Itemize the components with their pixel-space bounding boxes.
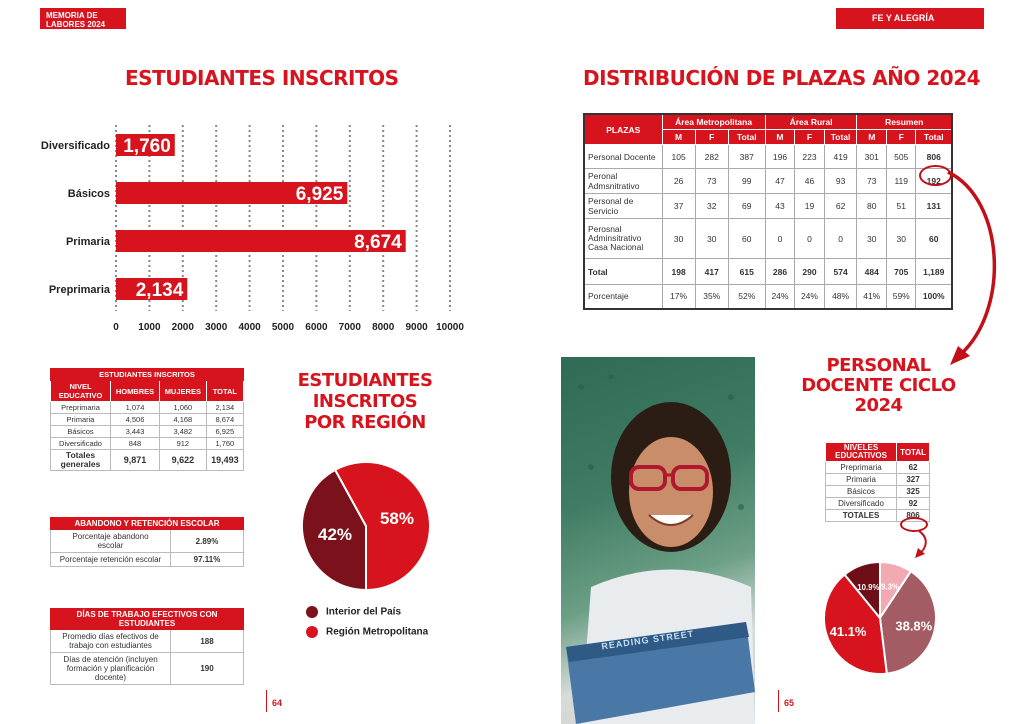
x-tick-label: 8000 <box>372 322 395 333</box>
table-niveles-educativos <box>825 442 930 522</box>
table-cell: 51 <box>886 194 916 219</box>
col-niveles: NIVELES EDUCATIVOS <box>826 443 897 462</box>
promedio-dias-label: Promedio días efectivos de trabajo con estudiantes <box>51 630 171 653</box>
table-cell: Diversificado <box>51 438 111 450</box>
table-cell: Primaria <box>826 474 897 486</box>
abandono-label: Porcentaje abandono escolar <box>51 530 171 553</box>
table-cell: 131 <box>916 194 952 219</box>
table-row <box>51 426 244 438</box>
y-category-label: Primaria <box>65 236 110 248</box>
x-tick-label: 0 <box>113 322 119 333</box>
table-cell: 574 <box>824 259 857 285</box>
retencion-label: Porcentaje retención escolar <box>51 553 171 567</box>
table-cell: 41% <box>857 285 887 309</box>
dias-atencion-label: Días de atención (incluyen formación y planificación docente) <box>51 653 171 685</box>
table-cell: 912 <box>159 438 206 450</box>
table-cell: 4,168 <box>159 414 206 426</box>
x-tick-label: 10000 <box>436 322 464 333</box>
plazas-subheader: M <box>662 130 695 145</box>
x-tick-label: 4000 <box>238 322 261 333</box>
plazas-subheader: F <box>695 130 728 145</box>
table-row <box>584 194 952 219</box>
table-cell: 69 <box>728 194 765 219</box>
group-resumen: Resumen <box>857 114 952 130</box>
table-cell: 8,674 <box>206 414 243 426</box>
table-cell: 59% <box>886 285 916 309</box>
pie-chart-region <box>300 460 432 592</box>
table-cell: 0 <box>795 219 825 259</box>
legend-item-interior <box>306 606 428 618</box>
page-number-left: 64 <box>272 698 283 708</box>
group-rural: Área Rural <box>765 114 857 130</box>
plazas-subheader: M <box>857 130 887 145</box>
table-cell: 48% <box>824 285 857 309</box>
table-cell: 3,482 <box>159 426 206 438</box>
table-cell: 4,506 <box>111 414 160 426</box>
table-cell: 73 <box>857 169 887 194</box>
table-cell: 43 <box>765 194 795 219</box>
table-estudiantes-inscritos <box>50 368 244 471</box>
table-cell: 30 <box>857 219 887 259</box>
table-cell: 6,925 <box>206 426 243 438</box>
x-tick-label: 6000 <box>305 322 328 333</box>
legend-label-interior: Interior del País <box>326 606 402 618</box>
table-cell: 198 <box>662 259 695 285</box>
table-cell: 286 <box>765 259 795 285</box>
table-cell: 327 <box>897 474 930 486</box>
region-pie-title <box>270 370 460 433</box>
pie-slice-label: 41.1% <box>829 624 867 640</box>
table-cell: 100% <box>916 285 952 309</box>
left-page-title: ESTUDIANTES INSCRITOS <box>125 66 399 90</box>
table-cell: 290 <box>795 259 825 285</box>
x-tick-label: 3000 <box>205 322 228 333</box>
table-cell: 806 <box>916 145 952 169</box>
pie-slice-label: 38.8% <box>895 618 933 634</box>
niveles-totales-label: TOTALES <box>826 510 897 522</box>
table-cell: 615 <box>728 259 765 285</box>
totales-hombres: 9,871 <box>111 450 160 471</box>
table-cell: 30 <box>886 219 916 259</box>
table-row <box>584 285 952 309</box>
table-cell: 223 <box>795 145 825 169</box>
table-cell: 93 <box>824 169 857 194</box>
book-text: READING STREET <box>600 628 695 652</box>
totales-mujeres: 9,622 <box>159 450 206 471</box>
bar-value-label: 1,760 <box>123 136 171 157</box>
table-cell: 24% <box>765 285 795 309</box>
table-cell: 505 <box>886 145 916 169</box>
table-cell: 105 <box>662 145 695 169</box>
table-cell: 19 <box>795 194 825 219</box>
region-legend <box>306 606 428 646</box>
x-tick-label: 7000 <box>338 322 361 333</box>
col-niveles-total: TOTAL <box>897 443 930 462</box>
page-number-left-rule <box>266 690 267 712</box>
table-cell: 32 <box>695 194 728 219</box>
retencion-value: 97.11% <box>171 553 244 567</box>
region-title-line1: ESTUDIANTES <box>297 370 433 391</box>
table-abandono-caption: ABANDONO Y RETENCIÓN ESCOLAR <box>51 518 244 530</box>
table-cell: 192 <box>916 169 952 194</box>
bar-value-label: 8,674 <box>354 232 402 253</box>
table-cell: 1,189 <box>916 259 952 285</box>
table-row <box>584 169 952 194</box>
left-header-line2: LABORES 2024 <box>46 20 106 29</box>
table-cell: 46 <box>795 169 825 194</box>
table-cell: 17% <box>662 285 695 309</box>
table-cell: 47 <box>765 169 795 194</box>
left-header-banner <box>40 8 126 29</box>
table-cell: 92 <box>897 498 930 510</box>
table-cell: 99 <box>728 169 765 194</box>
plazas-subheader: Total <box>728 130 765 145</box>
table-cell: 196 <box>765 145 795 169</box>
table-cell: 417 <box>695 259 728 285</box>
plazas-subheader: F <box>795 130 825 145</box>
table-cell: 80 <box>857 194 887 219</box>
bar-chart-estudiantes <box>30 115 470 340</box>
table-cell: 1,060 <box>159 402 206 414</box>
table-cell: 325 <box>897 486 930 498</box>
table-cell: 282 <box>695 145 728 169</box>
plazas-row-label: Perosnal Adminsitrativo Casa Nacional <box>584 219 662 259</box>
niveles-totales-value: 806 <box>897 510 930 522</box>
bar-value-label: 2,134 <box>135 280 184 301</box>
legend-label-metropolitana: Región Metropolitana <box>326 626 429 638</box>
table-cell: 301 <box>857 145 887 169</box>
student-illustration <box>561 357 755 724</box>
personal-docente-title <box>786 356 971 416</box>
table-cell: 484 <box>857 259 887 285</box>
right-header-banner <box>836 8 984 38</box>
table-estudiantes-caption: ESTUDIANTES INSCRITOS <box>51 369 244 381</box>
table-cell: 60 <box>728 219 765 259</box>
table-cell: 62 <box>824 194 857 219</box>
col-mujeres: MUJERES <box>159 381 206 402</box>
group-metropolitana: Área Metropolitana <box>662 114 765 130</box>
dias-atencion-value: 190 <box>171 653 244 685</box>
right-header-text: FE Y ALEGRÍA GUATEMALA <box>872 13 935 38</box>
docente-title-line2: DOCENTE CICLO <box>801 375 956 396</box>
table-row <box>826 462 930 474</box>
table-row <box>51 402 244 414</box>
student-photo <box>561 357 755 724</box>
table-cell: 73 <box>695 169 728 194</box>
plazas-subheader: Total <box>916 130 952 145</box>
small-arrow-icon <box>905 528 935 560</box>
table-cell: 0 <box>765 219 795 259</box>
table-row <box>51 438 244 450</box>
table-row <box>51 414 244 426</box>
promedio-dias-value: 188 <box>171 630 244 653</box>
abandono-value: 2.89% <box>171 530 244 553</box>
table-plazas <box>583 113 953 310</box>
pie-chart-docente <box>822 560 938 676</box>
plazas-row-label: Peronal Admsnitrativo <box>584 169 662 194</box>
left-header-line1: MEMORIA DE <box>46 11 98 20</box>
y-category-label: Básicos <box>67 188 110 200</box>
y-category-label: Diversificado <box>40 140 110 152</box>
x-tick-label: 2000 <box>171 322 194 333</box>
plazas-subheader: Total <box>824 130 857 145</box>
table-cell: Preprimaria <box>51 402 111 414</box>
bar-value-label: 6,925 <box>295 184 344 205</box>
plazas-row-label: Porcentaje <box>584 285 662 309</box>
plazas-subheader: F <box>886 130 916 145</box>
table-row <box>826 474 930 486</box>
curved-arrow-icon <box>940 160 1010 375</box>
table-cell: 30 <box>695 219 728 259</box>
x-tick-label: 5000 <box>271 322 295 333</box>
table-row <box>584 219 952 259</box>
region-title-line3: POR REGIÓN <box>304 412 426 433</box>
table-row <box>826 486 930 498</box>
totales-label: Totales generales <box>51 450 111 471</box>
table-dias-caption: DÍAS DE TRABAJO EFECTIVOS CON ESTUDIANTES <box>51 609 244 630</box>
legend-dot-interior <box>306 606 318 618</box>
x-tick-label: 1000 <box>138 322 161 333</box>
table-cell: 24% <box>795 285 825 309</box>
col-hombres: HOMBRES <box>111 381 160 402</box>
table-cell: Básicos <box>826 486 897 498</box>
table-cell: 52% <box>728 285 765 309</box>
col-nivel: NIVEL EDUCATIVO <box>51 381 111 402</box>
table-cell: 1,074 <box>111 402 160 414</box>
table-cell: 3,443 <box>111 426 160 438</box>
pie-slice-label: 10.9% <box>857 582 880 592</box>
page-number-right-rule <box>778 690 779 712</box>
table-row <box>584 145 952 169</box>
plazas-row-label: Personal de Servicio <box>584 194 662 219</box>
plazas-subheader: M <box>765 130 795 145</box>
table-cell: 705 <box>886 259 916 285</box>
table-cell: 62 <box>897 462 930 474</box>
table-dias-trabajo <box>50 608 244 685</box>
table-cell: 2,134 <box>206 402 243 414</box>
table-cell: 119 <box>886 169 916 194</box>
table-abandono <box>50 517 244 567</box>
plazas-row-label: Personal Docente <box>584 145 662 169</box>
table-cell: 848 <box>111 438 160 450</box>
totales-total: 19,493 <box>206 450 243 471</box>
x-tick-label: 9000 <box>405 322 428 333</box>
legend-dot-metropolitana <box>306 626 318 638</box>
table-cell: Preprimaria <box>826 462 897 474</box>
table-cell: Primaria <box>51 414 111 426</box>
col-total: TOTAL <box>206 381 243 402</box>
legend-item-metropolitana <box>306 626 428 638</box>
table-cell: 35% <box>695 285 728 309</box>
pie-slice-label: 9.3% <box>881 582 899 592</box>
table-cell: Diversificado <box>826 498 897 510</box>
table-cell: 37 <box>662 194 695 219</box>
table-cell: 0 <box>824 219 857 259</box>
page-number-right: 65 <box>784 698 795 708</box>
table-cell: 387 <box>728 145 765 169</box>
docente-title-line3: 2024 <box>854 395 903 416</box>
table-cell: 419 <box>824 145 857 169</box>
region-title-line2: INSCRITOS <box>312 391 418 412</box>
pie-slice-label: 42% <box>317 524 353 544</box>
pie-slice-label: 58% <box>379 508 415 528</box>
plazas-row-label: Total <box>584 259 662 285</box>
table-cell: 30 <box>662 219 695 259</box>
table-cell: 26 <box>662 169 695 194</box>
table-cell: Básicos <box>51 426 111 438</box>
table-cell: 1,760 <box>206 438 243 450</box>
y-category-label: Preprimaria <box>48 284 110 296</box>
table-row <box>826 498 930 510</box>
right-page-title: DISTRIBUCIÓN DE PLAZAS AÑO 2024 <box>583 66 981 90</box>
col-plazas: PLAZAS <box>584 114 662 145</box>
table-row <box>584 259 952 285</box>
table-cell: 60 <box>916 219 952 259</box>
docente-title-line1: PERSONAL <box>826 355 931 376</box>
